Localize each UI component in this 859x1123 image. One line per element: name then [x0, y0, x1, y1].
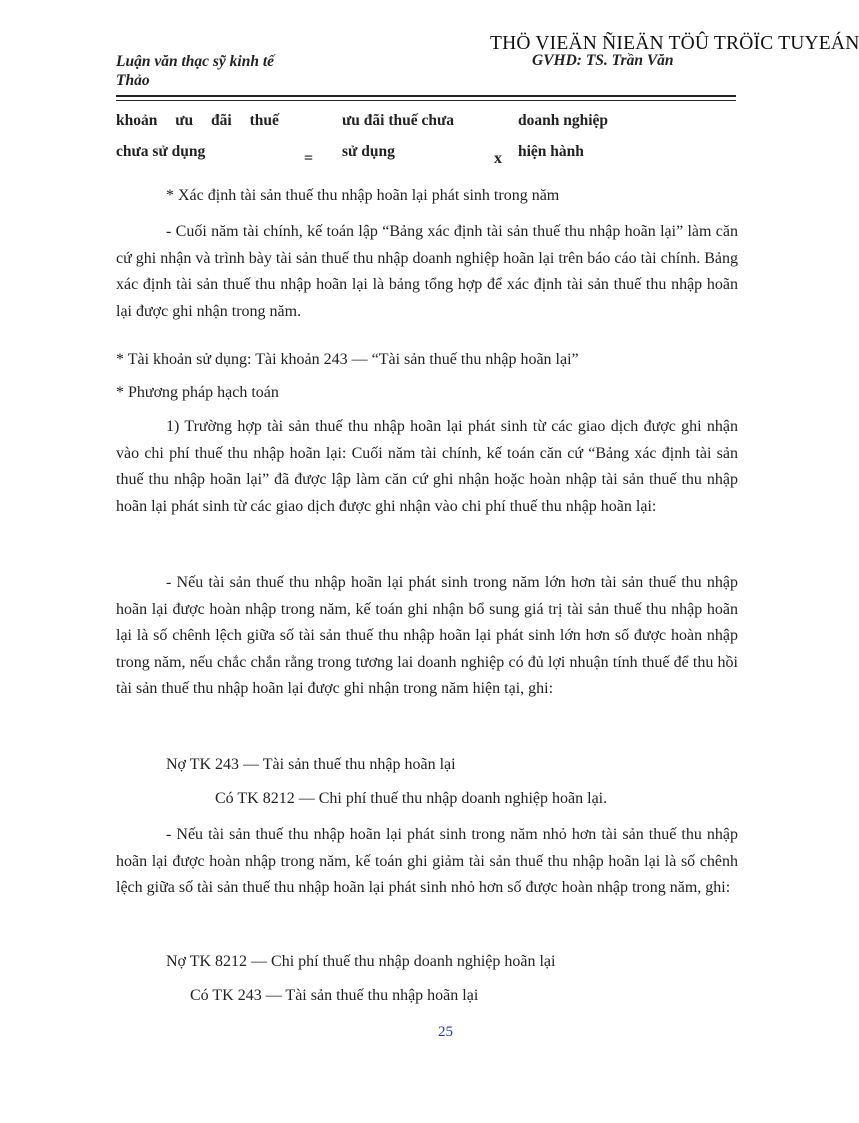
formula-term2-line1: ưu đãi thuế chưa: [342, 112, 455, 129]
formula-term1-line1: [116, 112, 292, 130]
formula-term3-line2: hiện hành: [518, 143, 584, 160]
page-number: 25: [438, 1024, 453, 1040]
paragraph-1: - Cuối năm tài chính, kế toán lập “Bảng xác định tài sản thuế thu nhập hoãn lại” làm căn cứ ghi nhận và trình bày tài sản thuế thu nhập doanh nghiệp hoãn lại trên báo cáo tài chính. Bảng xác định tài sản thuế thu nhập hoãn lại là bảng tổng hợp để xác định tài sản thuế thu nhập hoãn lại được ghi nhận trong năm.: [116, 223, 738, 320]
header-rule-thin: [116, 100, 736, 101]
journal-entry-2-debit: Nợ TK 8212 — Chi phí thuế thu nhập doanh nghiệp hoãn lại: [166, 953, 556, 970]
paragraph-3: - Nếu tài sản thuế thu nhập hoãn lại phát sinh trong năm lớn hơn tài sản thuế thu nhập hoãn lại được hoàn nhập trong năm, kế toán ghi nhận bổ sung giá trị tài sản thuế thu nhập hoãn lại là số chênh lệch giữa số tài sản thuế thu nhập hoãn lại phát sinh lớn hơn số được hoàn nhập trong năm, nếu chắc chắn rằng trong tương lai doanh nghiệp có đủ lợi nhuận tính thuế để thu hồi tài sản thuế thu nhập hoãn lại được ghi nhận trong năm hiện tại, ghi:: [116, 574, 738, 697]
account-used-line: * Tài khoản sử dụng: Tài khoản 243 — “Tài sản thuế thu nhập hoãn lại”: [116, 351, 579, 368]
section-heading: * Xác định tài sản thuế thu nhập hoãn lại phát sinh trong năm: [166, 187, 560, 204]
formula-term2-line2: sử dụng: [342, 143, 395, 160]
header-left-line1: Luận văn thạc sỹ kinh tế: [116, 53, 275, 70]
formula-term3-line1: doanh nghiệp: [518, 112, 609, 129]
journal-entry-2-credit: Có TK 243 — Tài sản thuế thu nhập hoãn lại: [190, 987, 479, 1004]
paragraph-2: 1) Trường hợp tài sản thuế thu nhập hoãn lại phát sinh từ các giao dịch được ghi nhận vào chi phí thuế thu nhập hoãn lại: Cuối năm tài chính, kế toán căn cứ “Bảng xác định tài sản thuế thu nhập hoãn lại” đã được lập làm căn cứ ghi nhận hoặc hoàn nhập tài sản thuế thu nhập hoãn lại phát sinh từ các giao dịch được ghi nhận vào chi phí thuế thu nhập hoãn lại:: [116, 418, 738, 515]
header-thesis-title: [116, 52, 274, 90]
formula-term1-line1-text: khoản ưu đãi thuế: [116, 112, 279, 129]
header-left-line2: Thảo: [116, 72, 150, 89]
journal-entry-1-credit: Có TK 8212 — Chi phí thuế thu nhập doanh nghiệp hoãn lại.: [215, 790, 608, 807]
header-rule-thick: [116, 95, 736, 97]
method-heading: * Phương pháp hạch toán: [116, 384, 279, 401]
watermark-header: THÖ VIEÄN ÑIEÄN TÖÛ TRÖÏC TUYEÁN: [490, 33, 859, 54]
paragraph-4: - Nếu tài sản thuế thu nhập hoãn lại phát sinh trong năm nhỏ hơn tài sản thuế thu nhập hoãn lại được hoàn nhập trong năm, kế toán ghi giảm tài sản thuế thu nhập hoãn lại là số chênh lệch giữa số tài sản thuế thu nhập hoãn lại phát sinh nhỏ hơn số được hoàn nhập trong năm, ghi:: [116, 826, 738, 896]
formula-multiply-sign: x: [494, 150, 502, 167]
formula-term1-line2: chưa sử dụng: [116, 143, 206, 160]
formula-equals-sign: =: [304, 150, 314, 167]
journal-entry-1-debit: Nợ TK 243 — Tài sản thuế thu nhập hoãn lại: [166, 756, 456, 773]
header-advisor: GVHD: TS. Trần Văn: [532, 52, 674, 69]
